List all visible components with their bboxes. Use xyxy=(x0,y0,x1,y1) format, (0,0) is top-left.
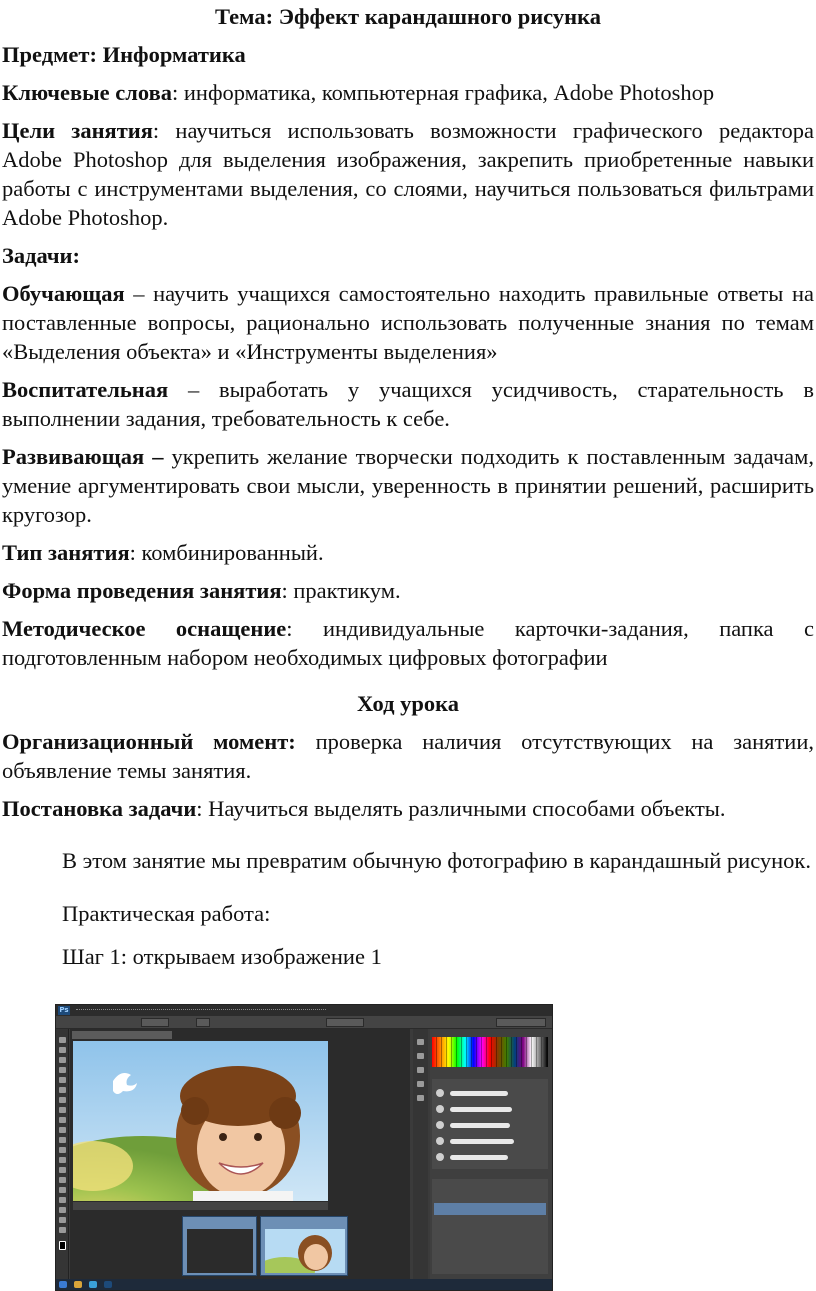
tasks-heading: Задачи: xyxy=(2,243,81,268)
clone-panel-icon xyxy=(417,1095,424,1101)
start-icon xyxy=(59,1281,67,1288)
layers-panel xyxy=(432,1179,548,1274)
step1-label: Шаг 1: открываем изображение 1 xyxy=(62,944,382,969)
photoshop-logo: Ps xyxy=(59,1006,69,1014)
document-tab xyxy=(72,1031,172,1039)
practical-label: Практическая работа: xyxy=(62,901,271,926)
type-tool-icon xyxy=(59,1187,66,1193)
equipment-para: Методическое оснащение: индивидуальные карточки-задания, папка с подготовленным набором необходимых цифровых фотографии xyxy=(2,616,814,670)
move-tool-icon xyxy=(59,1037,66,1043)
pen-tool-icon xyxy=(59,1177,66,1183)
gradient-tool-icon xyxy=(59,1147,66,1153)
menu-items xyxy=(76,1009,326,1012)
thumbnail-photo xyxy=(265,1229,345,1273)
options-field xyxy=(326,1018,364,1027)
brush-stroke xyxy=(450,1123,510,1128)
child-photo-image xyxy=(73,1041,328,1201)
brush-preset-icon xyxy=(436,1105,444,1113)
layer-row xyxy=(434,1203,546,1215)
brush-tool-icon xyxy=(59,1107,66,1113)
brush-stroke xyxy=(450,1139,514,1144)
task-teaching: Обучающая – научить учащихся самостоятельно находить правильные ответы на поставленные вопросы, рационально использовать полученные знания по темам «Выделения объекта» и «Инструменты выделения» xyxy=(2,281,814,364)
hand-tool-icon xyxy=(59,1217,66,1223)
properties-panel-icon xyxy=(417,1053,424,1059)
canvas-area xyxy=(70,1029,410,1279)
options-field xyxy=(141,1018,169,1027)
menu-bar xyxy=(56,1005,552,1016)
brush-presets-panel xyxy=(432,1079,548,1169)
floating-window-2 xyxy=(260,1216,348,1276)
keywords-para: Ключевые слова: информатика, компьютерная графика, Adobe Photoshop xyxy=(2,80,715,105)
crop-tool-icon xyxy=(59,1077,66,1083)
task-upbringing: Воспитательная – выработать у учащихся усидчивость, старательность в выполнении задания, требовательность к себе. xyxy=(2,377,814,431)
subject-line: Предмет: Информатика xyxy=(2,42,246,67)
floating-window-1 xyxy=(182,1216,257,1276)
right-panels xyxy=(430,1029,552,1279)
brush-preset-icon xyxy=(436,1153,444,1161)
photoshop-task-icon xyxy=(104,1281,112,1288)
keywords-label: Ключевые слова xyxy=(2,80,172,105)
history-panel-icon xyxy=(417,1039,424,1045)
shape-tool-icon xyxy=(59,1207,66,1213)
eraser-tool-icon xyxy=(59,1137,66,1143)
marquee-tool-icon xyxy=(59,1047,66,1053)
doc-title: Тема: Эффект карандашного рисунка xyxy=(215,4,601,29)
status-bar xyxy=(73,1202,328,1210)
windows-taskbar xyxy=(56,1279,552,1290)
blur-tool-icon xyxy=(59,1157,66,1163)
panel-icons-strip xyxy=(413,1029,428,1279)
quick-select-tool-icon xyxy=(59,1067,66,1073)
eyedropper-tool-icon xyxy=(59,1087,66,1093)
brush-panel-icon xyxy=(417,1081,424,1087)
tools-panel xyxy=(56,1029,69,1279)
brush-preset-icon xyxy=(436,1121,444,1129)
healing-tool-icon xyxy=(59,1097,66,1103)
foreground-color-icon xyxy=(59,1241,66,1250)
workspace-select xyxy=(496,1018,546,1027)
brush-stroke xyxy=(450,1107,512,1112)
progress-heading: Ход урока xyxy=(356,691,460,716)
task-developing: Развивающая – укрепить желание творчески подходить к поставленным задачам, умение аргументировать свои мысли, уверенность в принятии решений, расширить кругозор. xyxy=(2,444,814,527)
dodge-tool-icon xyxy=(59,1167,66,1173)
options-field xyxy=(196,1018,210,1027)
org-moment-para: Организационный момент: проверка наличия отсутствующих на занятии, объявление темы занятия. xyxy=(2,729,815,783)
info-panel-icon xyxy=(417,1067,424,1073)
stamp-tool-icon xyxy=(59,1117,66,1123)
problem-para: Постановка задачи: Научиться выделять различными способами объекты. xyxy=(2,796,726,821)
lesson-form: Форма проведения занятия: практикум. xyxy=(2,578,401,603)
intro-para: В этом занятие мы превратим обычную фотографию в карандашный рисунок. xyxy=(62,848,811,873)
lesson-type: Тип занятия: комбинированный. xyxy=(2,540,324,565)
lasso-tool-icon xyxy=(59,1057,66,1063)
history-brush-icon xyxy=(59,1127,66,1133)
brush-preset-icon xyxy=(436,1089,444,1097)
brush-stroke xyxy=(450,1155,508,1160)
zoom-tool-icon xyxy=(59,1227,66,1233)
explorer-icon xyxy=(74,1281,82,1288)
brush-preset-icon xyxy=(436,1137,444,1145)
browser-icon xyxy=(89,1281,97,1288)
child-photo xyxy=(73,1041,328,1201)
options-bar xyxy=(56,1016,552,1029)
photoshop-screenshot xyxy=(55,1004,553,1291)
goals-para: Цели занятия: научиться использовать возможности графического редактора Adobe Photoshop для выделения изображения, закрепить приобретенные навыки работы с инструментами выделения, со слоями, научиться пользоваться фильтрами Adobe Photoshop. xyxy=(2,118,814,230)
swatches-panel xyxy=(432,1037,548,1067)
goals-label: Цели занятия xyxy=(2,118,153,143)
path-select-tool-icon xyxy=(59,1197,66,1203)
brush-stroke xyxy=(450,1091,508,1096)
